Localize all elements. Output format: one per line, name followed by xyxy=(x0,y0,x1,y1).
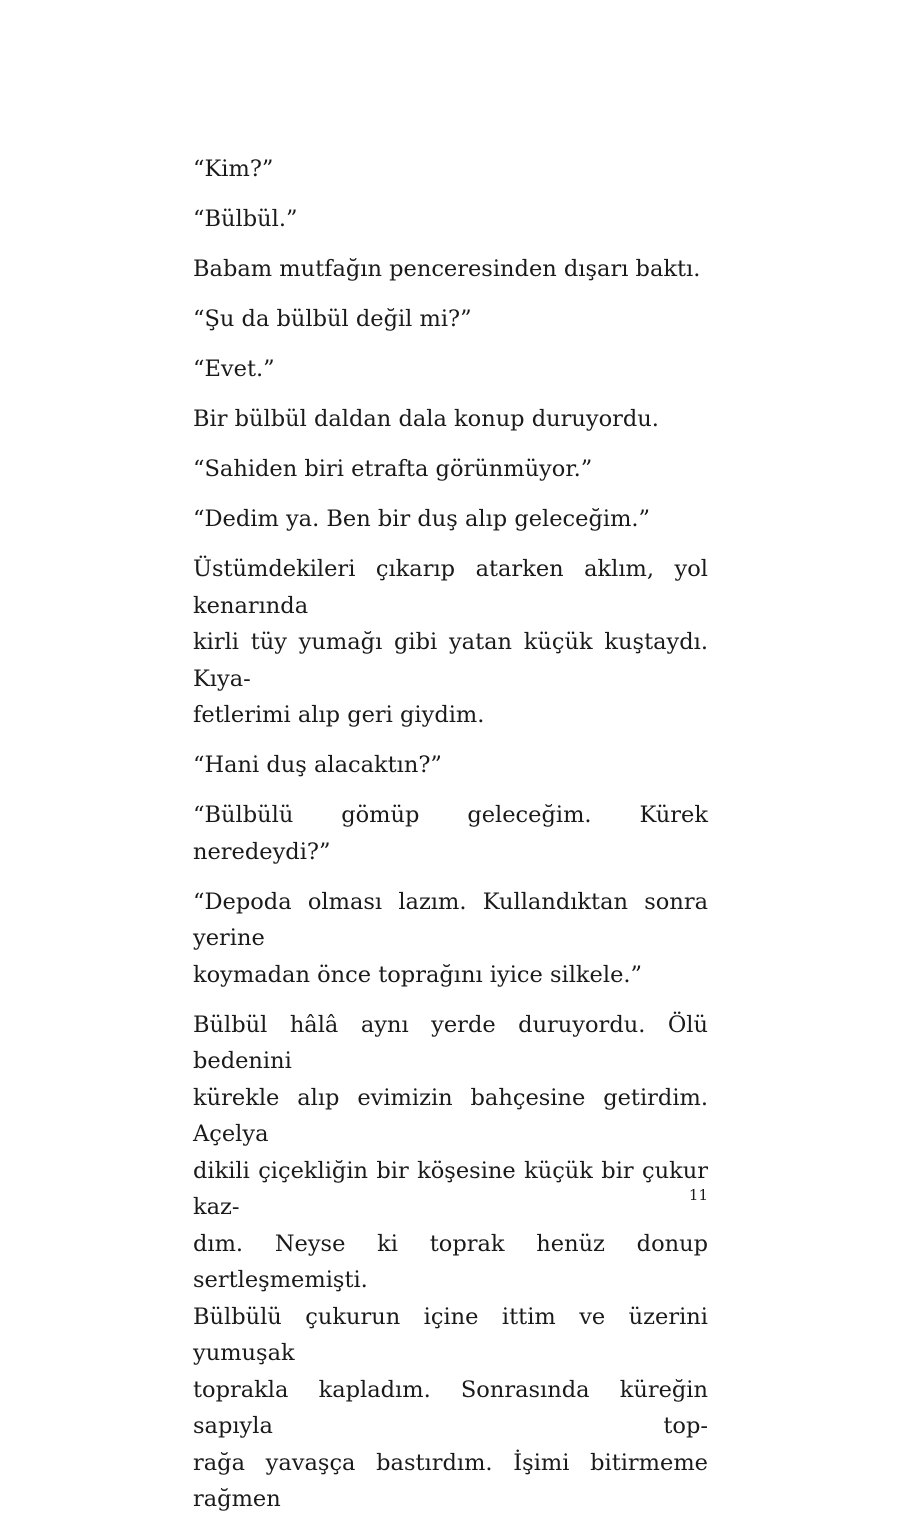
text-line: “Depoda olması lazım. Kullandıktan sonra yerine xyxy=(193,888,708,951)
text-line: dım. Neyse ki toprak henüz donup sertleşmemişti. xyxy=(193,1230,708,1293)
text-line: Babam mutfağın penceresinden dışarı baktı. xyxy=(193,256,701,282)
paragraph-dialogue-hani xyxy=(193,747,708,784)
text-line: fetlerimi alıp geri giydim. xyxy=(193,702,485,728)
paragraph-dialogue-shower xyxy=(193,501,708,538)
text-line: koymadan önce toprağını iyice silkele.” xyxy=(193,961,643,988)
text-line: rağa yavaşça bastırdım. İşimi bitirmeme rağmen xyxy=(193,1449,708,1512)
text-line: Bir bülbül daldan dala konup duruyordu. xyxy=(193,406,659,432)
paragraph-dialogue-shovel xyxy=(193,797,708,870)
text-line: “Şu da bülbül değil mi?” xyxy=(193,306,472,332)
text-line: “Kim?” xyxy=(193,156,274,182)
body-text xyxy=(193,151,708,1531)
paragraph-narration-branch xyxy=(193,401,708,438)
paragraph-narration-clothes xyxy=(193,551,708,734)
text-line: Bülbül hâlâ aynı yerde duruyordu. Ölü bedenini xyxy=(193,1011,708,1074)
paragraph-narration-window xyxy=(193,251,708,288)
paragraph-dialogue-bulbul xyxy=(193,201,708,238)
paragraph-dialogue-kim xyxy=(193,151,708,188)
paragraph-dialogue-evet xyxy=(193,351,708,388)
paragraph-narration-burial xyxy=(193,1007,708,1518)
text-line: dikili çiçekliğin bir köşesine küçük bir çukur kaz- xyxy=(193,1157,708,1220)
text-line: kürekle alıp evimizin bahçesine getirdim. Açelya xyxy=(193,1084,708,1147)
text-line: “Evet.” xyxy=(193,356,275,382)
paragraph-dialogue-nobody xyxy=(193,451,708,488)
text-line: “Dedim ya. Ben bir duş alıp geleceğim.” xyxy=(193,506,651,532)
text-line: “Hani duş alacaktın?” xyxy=(193,752,442,778)
text-line: “Sahiden biri etrafta görünmüyor.” xyxy=(193,456,593,482)
text-line: Üstümdekileri çıkarıp atarken aklım, yol kenarında xyxy=(193,556,708,619)
text-line: kirli tüy yumağı gibi yatan küçük kuştaydı. Kıya- xyxy=(193,629,708,692)
text-line: toprakla kapladım. Sonrasında küreğin sapıyla top- xyxy=(193,1376,708,1439)
paragraph-dialogue-depot xyxy=(193,884,708,994)
text-line: “Bülbülü gömüp geleceğim. Kürek neredeydi?” xyxy=(193,802,708,865)
text-line: “Bülbül.” xyxy=(193,206,298,232)
page-number: 11 xyxy=(688,1186,708,1204)
text-line: Bülbülü çukurun içine ittim ve üzerini yumuşak xyxy=(193,1303,708,1366)
paragraph-dialogue-question xyxy=(193,301,708,338)
